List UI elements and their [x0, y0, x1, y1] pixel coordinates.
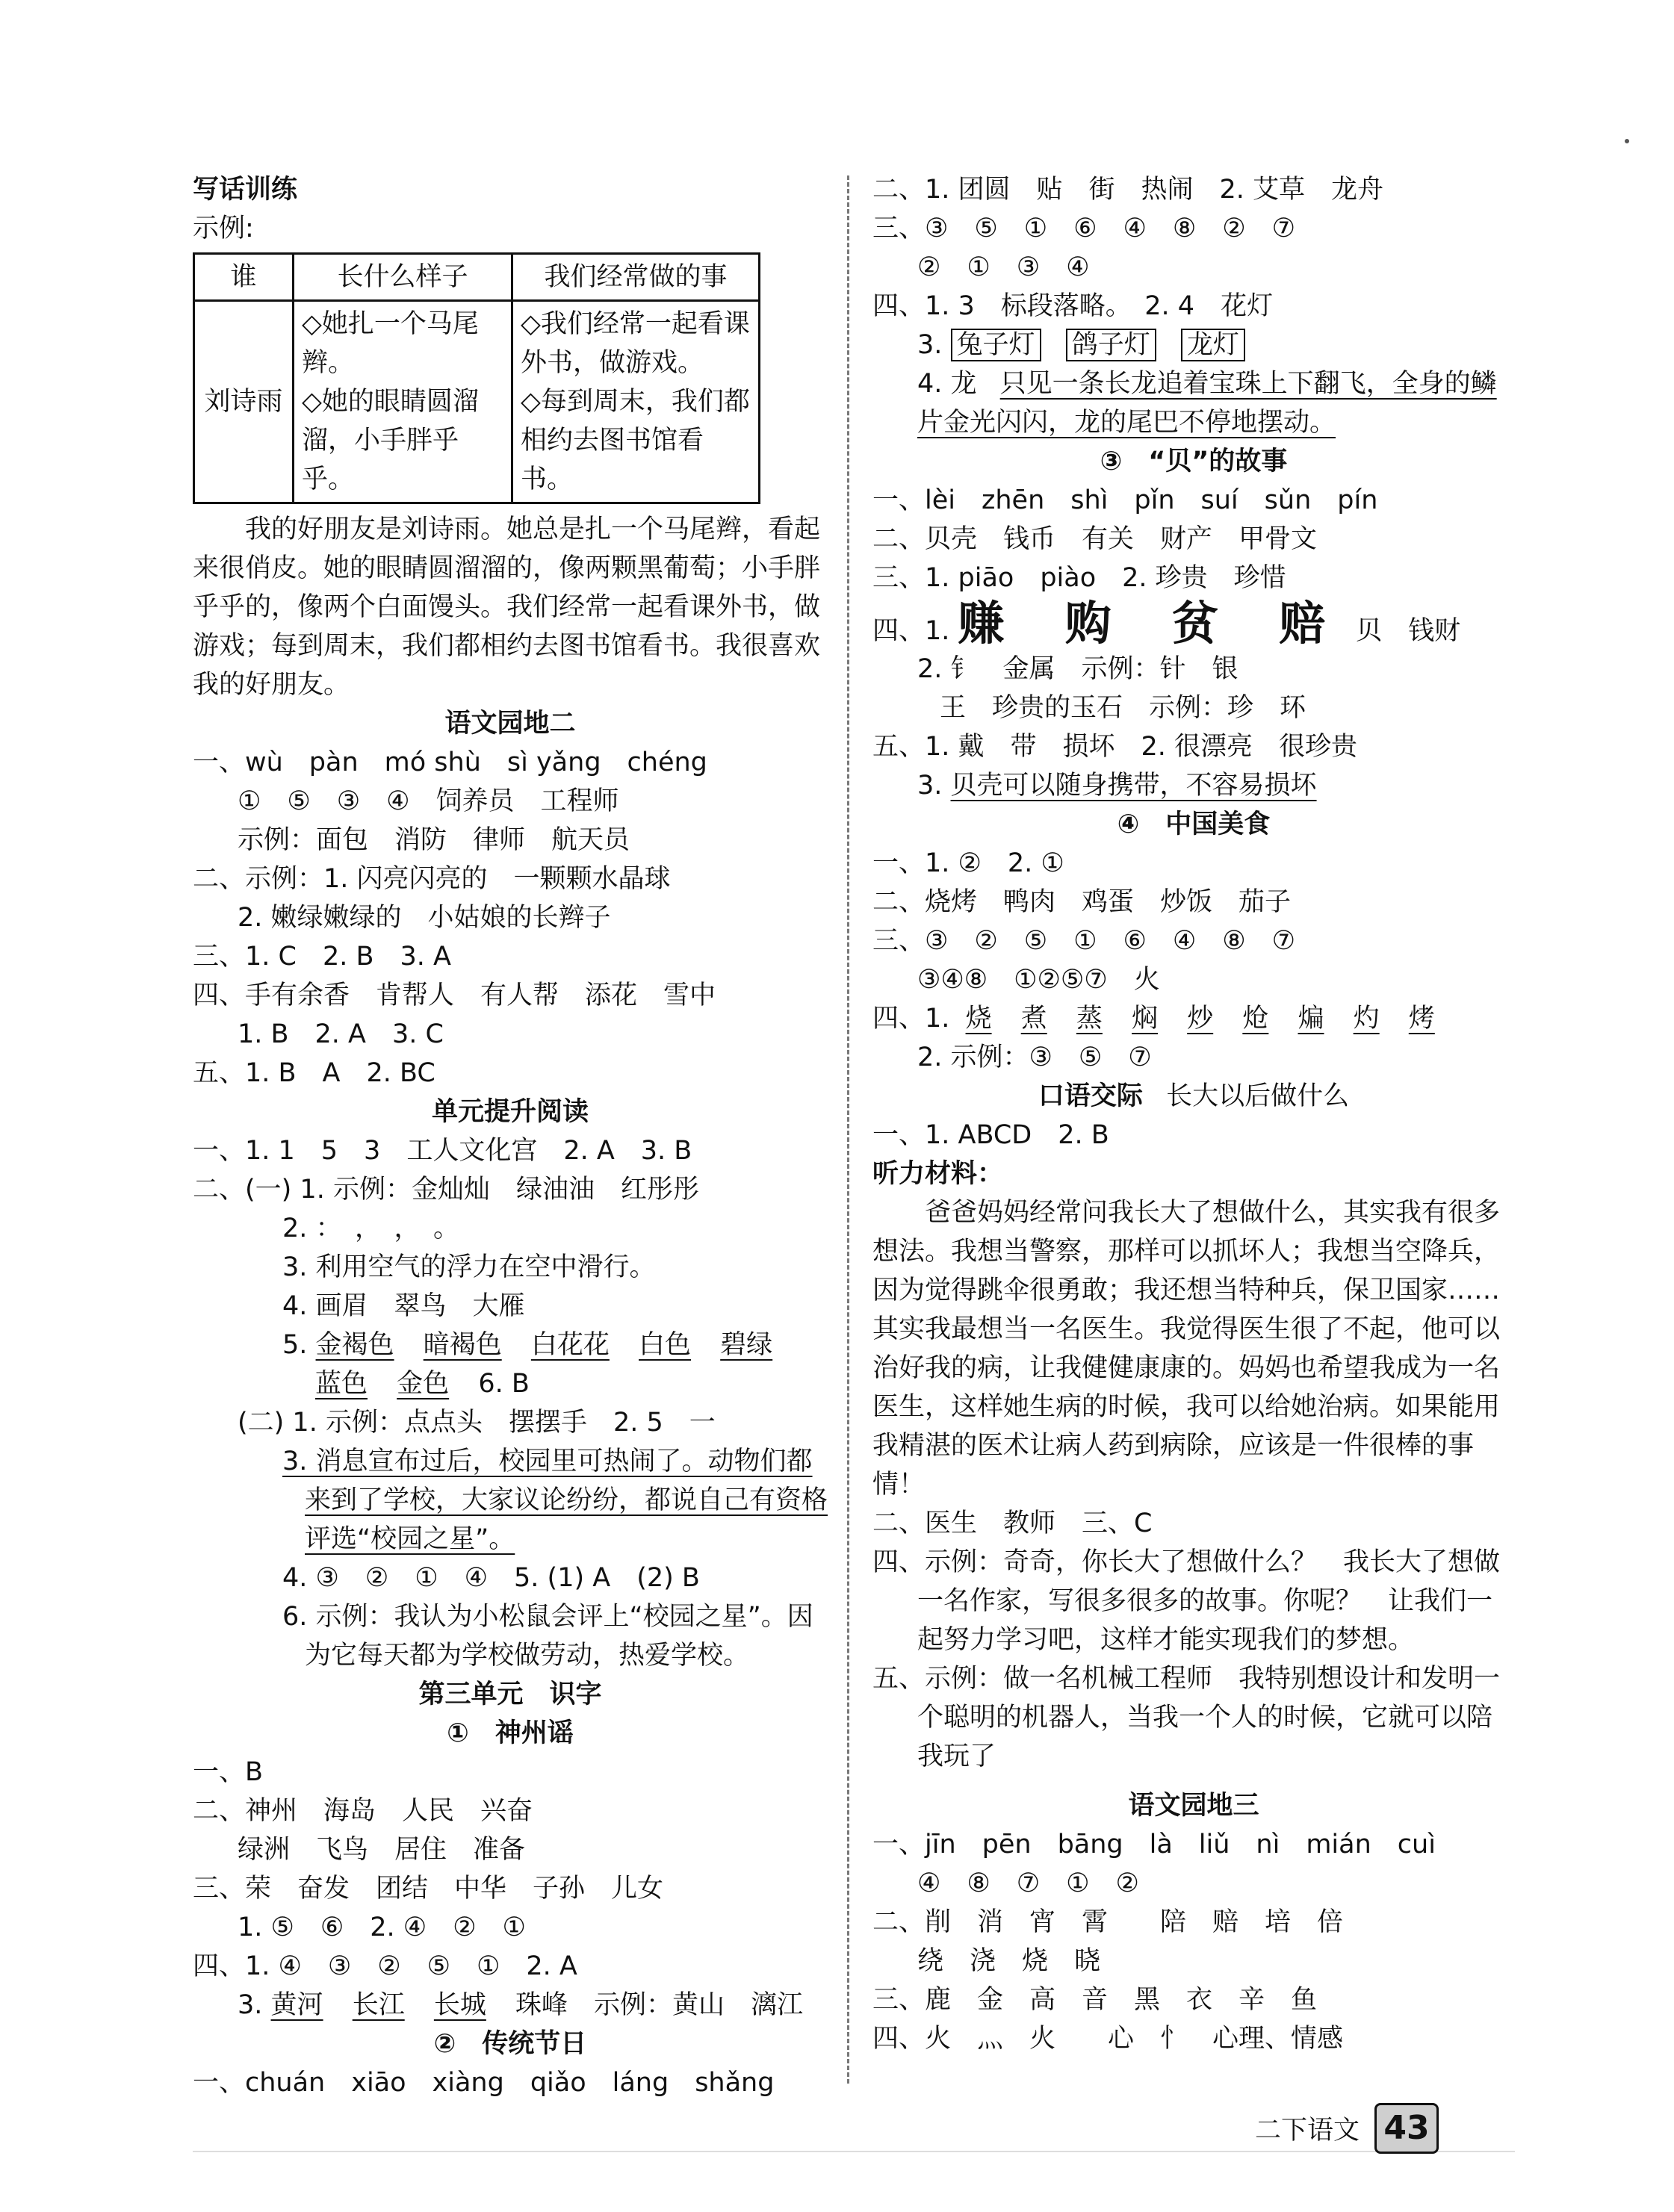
answer-line: 二、医生 教师 三、C [872, 1509, 1153, 1538]
writing-table [193, 252, 760, 504]
answer-line: 一、wù pàn mó shù sì yǎng chéng [193, 748, 707, 777]
underlined-word: 长江 [352, 1990, 405, 2020]
answer-line: 1. B 2. A 3. C [238, 1019, 444, 1049]
answer-line [872, 597, 1515, 650]
table-header-activities: 我们经常做的事 [512, 254, 760, 301]
answer-line: 五、1. B A 2. BC [193, 1058, 435, 1088]
answer-line: ③④⑧ ①②⑤⑦ 火 [917, 965, 1160, 995]
underlined-word: 白色 [639, 1330, 692, 1360]
answer-line: 三、鹿 金 高 音 黑 衣 辛 鱼 [872, 1985, 1318, 2015]
underlined-word: 炝 [1242, 1004, 1269, 1034]
item-number: 4. 龙 [917, 369, 977, 399]
item-number: 3. [917, 330, 943, 360]
heading-yuwen-3: 语文园地三 [1128, 1791, 1259, 1821]
right-column [872, 170, 1515, 2058]
answer-line: 4. ③ ② ① ④ 5. (1) A (2) B [282, 1563, 700, 1593]
answer-line: 三、③ ② ⑤ ① ⑥ ④ ⑧ ⑦ [872, 926, 1296, 956]
answer-line: 一、1. ② 2. ① [872, 848, 1064, 878]
answer-text: 贝 钱财 [1356, 616, 1461, 646]
answer-line: 一、lèi zhēn shì pǐn suí sǔn pín [872, 485, 1378, 515]
answer-line: 二、示例：1. 闪亮闪亮的 一颗颗水晶球 [193, 864, 671, 894]
answer-line: 三、1. C 2. B 3. A [193, 942, 451, 972]
listening-text: 爸爸妈妈经常问我长大了想做什么，其实我有很多想法。我想当警察，那样可以抓坏人；我想当空降兵，因为觉得跳伞很勇敢；我还想当特种兵，保卫国家……其实我最想当一名医生。我觉得医生很了不起，他可以治好我的病，让我健健康康的。妈妈也希望我成为一名医生，这样她生病的时候，我可以给她治病。如果能用我精湛的医术让病人药到病除，应该是一件很棒的事情！ [872, 1198, 1501, 1500]
boxed-word: 鸽子灯 [1066, 329, 1156, 361]
answer-line: 4. 画眉 翠鸟 大雁 [282, 1291, 525, 1321]
underlined-word: 焖 [1132, 1004, 1159, 1034]
answer-line: 2. 示例：③ ⑤ ⑦ [917, 1043, 1152, 1072]
underlined-word: 煮 [1020, 1004, 1047, 1034]
answer-line: ① ⑤ ③ ④ 饲养员 工程师 [238, 786, 619, 816]
answer-line: 一、chuán xiāo xiàng qiǎo láng shǎng [193, 2068, 775, 2098]
oral-title: 口语交际 [1038, 1081, 1143, 1111]
answer-line: 2. 嫩绿嫩绿的 小姑娘的长辫子 [238, 903, 611, 933]
answer-paragraph: 四、示例：奇奇，你长大了想做什么？ 我长大了想做一名作家，写很多很多的故事。你呢？ 让我们一起努力学习吧，这样才能实现我们的梦想。 [872, 1547, 1501, 1655]
activity-item: ◇我们经常一起看课外书，做游戏。 [521, 309, 750, 378]
item-number: 四、1. [872, 1004, 950, 1034]
answer-line [193, 1326, 828, 1364]
subject-label: 二下语文 [1255, 2116, 1360, 2146]
answer-line [193, 1364, 828, 1403]
heading-lesson-2: ② 传统节日 [433, 2029, 587, 2059]
answer-line: (二) 1. 示例：点点头 摆摆手 2. 5 一 [238, 1408, 716, 1438]
answer-line: 一、1. ABCD 2. B [872, 1120, 1109, 1150]
underlined-word: 蒸 [1076, 1004, 1103, 1034]
answer-line: 1. ⑤ ⑥ 2. ④ ② ① [238, 1913, 526, 1942]
answer-line: 四、1. ④ ③ ② ⑤ ① 2. A [193, 1951, 577, 1981]
underlined-sentence: 贝壳可以随身携带，不容易损坏 [950, 771, 1317, 801]
heading-unit-3: 第三单元 识字 [418, 1680, 602, 1709]
answer-line: 一、jīn pēn bāng là liǔ nì mián cuì [872, 1830, 1436, 1860]
answer-line: 3. 利用空气的浮力在空中滑行。 [282, 1252, 656, 1282]
underlined-word: 黄河 [270, 1990, 323, 2020]
answer-line: 示例：面包 消防 律师 航天员 [238, 825, 630, 855]
underlined-word: 蓝色 [315, 1369, 368, 1399]
answer-line: 三、荣 奋发 团结 中华 子孙 儿女 [193, 1874, 664, 1904]
boxed-word: 龙灯 [1181, 329, 1245, 361]
answer-line: 2. ： ， ， 。 [282, 1214, 460, 1243]
underlined-word: 金褐色 [315, 1330, 394, 1360]
underlined-word: 碧绿 [720, 1330, 773, 1360]
answer-line [872, 326, 1515, 364]
underlined-word: 烤 [1408, 1004, 1435, 1034]
answer-text: 珠峰 示例：黄山 漓江 [515, 1990, 804, 2020]
essay-paragraph: 我的好朋友是刘诗雨。她总是扎一个马尾辫，看起来很俏皮。她的眼睛圆溜溜的，像两颗黑葡萄；小手胖乎乎的，像两个白面馒头。我们经常一起看课外书，做游戏；每到周末，我们都相约去图书馆看书。我很喜欢我的好朋友。 [193, 515, 821, 700]
looks-item: ◇她的眼睛圆溜溜，小手胖乎乎。 [302, 387, 479, 494]
heading-lesson-3: ③ “贝”的故事 [1100, 447, 1288, 476]
table-header-who: 谁 [194, 254, 294, 301]
answer-line: 二、烧烤 鸭肉 鸡蛋 炒饭 茄子 [872, 887, 1292, 917]
answer-paragraph [193, 1442, 828, 1559]
underlined-word: 长城 [433, 1990, 486, 2020]
answer-line: 二、1. 团圆 贴 街 热闹 2. 艾草 龙舟 [872, 175, 1384, 205]
table-cell-looks [294, 301, 512, 503]
large-character: 赚 [958, 596, 1005, 650]
answer-line: 二、神州 海岛 人民 兴奋 [193, 1796, 533, 1826]
underlined-word: 金色 [397, 1369, 450, 1399]
example-label: 示例: [193, 214, 254, 243]
table-header-looks: 长什么样子 [294, 254, 512, 301]
answer-line: 二、削 消 宵 霄 陪 赔 培 倍 [872, 1907, 1344, 1937]
underlined-sentence: 只见一条长龙追着宝珠上下翻飞，全身的鳞片金光闪闪，龙的尾巴不停地摆动。 [917, 369, 1497, 438]
answer-line: 2. 钅 金属 示例：针 银 [917, 654, 1239, 684]
underlined-word: 烧 [965, 1004, 992, 1034]
heading-oral [872, 1077, 1515, 1116]
answer-line: 一、B [193, 1757, 264, 1787]
item-number: 3. [238, 1990, 263, 2020]
answer-line: 一、1. 1 5 3 工人文化宫 2. A 3. B [193, 1136, 692, 1166]
page-number: 43 [1374, 2103, 1439, 2154]
item-number: 四、1. [872, 616, 950, 646]
answer-line: 五、1. 戴 带 损坏 2. 很漂亮 很珍贵 [872, 732, 1358, 762]
underlined-word: 暗褐色 [423, 1330, 502, 1360]
item-number: 3. [917, 771, 943, 801]
column-divider [847, 175, 849, 2084]
answer-line: 四、手有余香 肯帮人 有人帮 添花 雪中 [193, 981, 716, 1010]
answer-line: 绕 浇 烧 晓 [917, 1946, 1101, 1976]
answer-line: ② ① ③ ④ [917, 252, 1090, 282]
answer-line: 三、③ ⑤ ① ⑥ ④ ⑧ ② ⑦ [872, 214, 1296, 243]
answer-line: ④ ⑧ ⑦ ① ② [917, 1868, 1139, 1898]
item-number: 5. [282, 1330, 308, 1360]
answer-line: 绿洲 飞鸟 居住 准备 [238, 1835, 526, 1865]
answer-line: 四、1. 3 标段落略。 2. 4 花灯 [872, 291, 1274, 321]
listening-label: 听力材料： [872, 1159, 1004, 1189]
answer-line: 三、1. piāo piào 2. 珍贵 珍惜 [872, 563, 1286, 593]
heading-lesson-1: ① 神州谣 [447, 1718, 574, 1748]
page-footer [1255, 2098, 1439, 2158]
answer-line: 四、火 灬 火 心 忄 心理、情感 [872, 2024, 1344, 2054]
heading-yuwen-2: 语文园地二 [444, 709, 576, 739]
answer-line: 王 珍贵的玉石 示例：珍 环 [940, 693, 1306, 723]
answer-paragraph [872, 364, 1515, 442]
underlined-word: 煸 [1298, 1004, 1324, 1034]
boxed-word: 兔子灯 [951, 329, 1041, 361]
looks-item: ◇她扎一个马尾辫。 [302, 309, 479, 378]
table-cell-activities [512, 301, 760, 503]
underlined-word: 灼 [1353, 1004, 1380, 1034]
large-character: 赔 [1279, 596, 1326, 650]
section-title-writing: 写话训练 [193, 175, 298, 205]
answer-line: 二、(一) 1. 示例：金灿灿 绿油油 红彤彤 [193, 1175, 699, 1205]
answer-line [193, 1986, 828, 2025]
table-cell-name: 刘诗雨 [194, 301, 294, 503]
large-character: 贫 [1171, 596, 1218, 650]
corner-dot [1625, 139, 1629, 143]
oral-subtitle: 长大以后做什么 [1166, 1081, 1350, 1111]
activity-item: ◇每到周末，我们都相约去图书馆看书。 [521, 387, 750, 494]
underlined-word: 炒 [1187, 1004, 1214, 1034]
underlined-sentence: 3. 消息宣布过后，校园里可热闹了。动物们都来到了学校，大家议论纷纷，都说自己有资格评选“校园之星”。 [282, 1447, 828, 1554]
answer-paragraph: 五、示例：做一名机械工程师 我特别想设计和发明一个聪明的机器人，当我一个人的时候，它就可以陪我玩了 [872, 1664, 1501, 1771]
answer-line: 二、贝壳 钱币 有关 财产 甲骨文 [872, 524, 1318, 554]
answer-paragraph: 6. 示例：我认为小松鼠会评上“校园之星”。因为它每天都为学校做劳动，热爱学校。 [282, 1602, 813, 1671]
answer-line [872, 766, 1515, 805]
heading-unit-reading: 单元提升阅读 [431, 1097, 589, 1127]
left-column [193, 170, 828, 2102]
underlined-word: 白花花 [530, 1330, 610, 1360]
heading-lesson-4: ④ 中国美食 [1117, 810, 1271, 839]
large-character: 购 [1064, 596, 1112, 650]
answer-text: 6. B [478, 1369, 530, 1399]
answer-line [872, 999, 1515, 1038]
